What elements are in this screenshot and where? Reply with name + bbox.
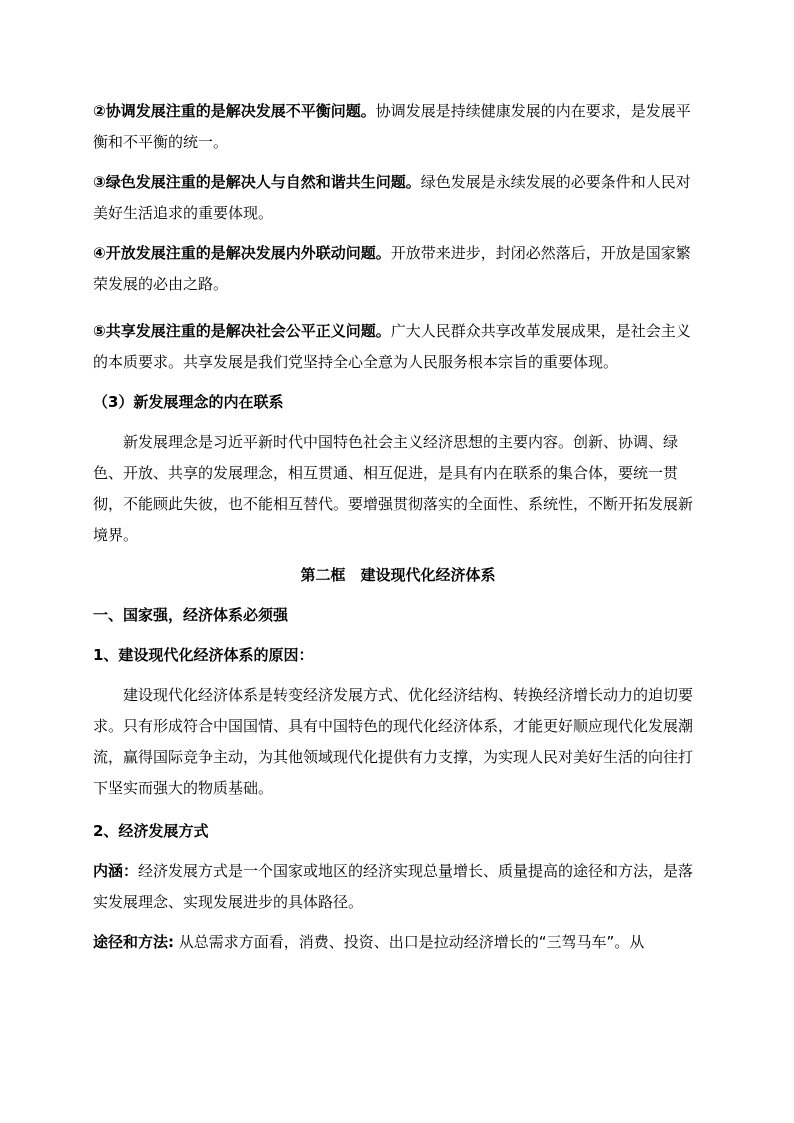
paragraph-internal-links: 新发展理念是习近平新时代中国特色社会主义经济思想的主要内容。创新、协调、绿色、开放、共享的发展理念，相互贯通、相互促进，是具有内在联系的集合体，要统一贯彻，不能顾此失彼，也不能相互替代。要增强贯彻落实的全面性、系统性，不断开拓发展新境界。: [93, 433, 694, 544]
paragraph-text: 广大人民群众共享改革发展成果，是社会主义的本质要求。共享发展是我们党坚持全心全意为人民服务根本宗旨的重要体现。: [93, 322, 691, 371]
paragraph-lead-bold: ②协调发展注重的是解决发展不平衡问题。: [93, 102, 376, 120]
connotation-text: 经济发展方式是一个国家或地区的经济实现总量增长、质量提高的途径和方法，是落实发展理念、实现发展进步的具体路径。: [93, 862, 694, 911]
document-page: [93, 96, 703, 958]
ways-text: 从总需求方面看，消费、投资、出口是拉动经济增长的“三驾马车”。从: [174, 933, 645, 951]
paragraph-ways-and-methods: [93, 927, 703, 958]
part-heading-text: 一、国家强，经济体系必须强: [93, 606, 289, 624]
item-heading-development-mode: [93, 816, 703, 847]
paragraph-lead-bold: ⑤共享发展注重的是解决社会公平正义问题。: [93, 322, 391, 340]
item-heading-text: 2、经济发展方式: [93, 822, 209, 840]
paragraph-connotation: [93, 856, 703, 918]
paragraph-lead-bold: ③绿色发展注重的是解决人与自然和谐共生问题。: [93, 173, 421, 191]
item-heading-reasons: [93, 640, 703, 671]
part-heading-strong-economy: [93, 600, 703, 631]
paragraph-green-development: [93, 167, 703, 229]
paragraph-reasons: 建设现代化经济体系是转变经济发展方式、优化经济结构、转换经济增长动力的迫切要求。只有形成符合中国国情、具有中国特色的现代化经济体系，才能更好顺应现代化发展潮流，赢得国际竞争主动，为其他领域现代化提供有力支撑，为实现人民对美好生活的向往打下坚实而强大的物质基础。: [93, 686, 694, 797]
paragraph-coordinated-development: [93, 96, 703, 158]
paragraph-text: 协调发展是持续健康发展的内在要求，是发展平衡和不平衡的统一。: [93, 102, 691, 151]
connotation-label: 内涵：: [93, 862, 139, 880]
item-heading-text: 1、建设现代化经济体系的原因：: [93, 646, 314, 664]
chapter-title-text: 第二框 建设现代化经济体系: [300, 566, 496, 584]
paragraph-open-development: [93, 238, 703, 300]
chapter-title: [93, 560, 703, 591]
paragraph-text: 开放带来进步，封闭必然落后，开放是国家繁荣发展的必由之路。: [93, 244, 691, 293]
paragraph-text: 绿色发展是永续发展的必要条件和人民对美好生活追求的重要体现。: [93, 173, 691, 222]
paragraph-shared-development: [93, 316, 703, 378]
paragraph-lead-bold: ④开放发展注重的是解决发展内外联动问题。: [93, 244, 391, 262]
section-heading-text: （3）新发展理念的内在联系: [93, 393, 284, 411]
section-heading-internal-links: [93, 387, 703, 418]
ways-label: 途径和方法:: [93, 933, 174, 951]
